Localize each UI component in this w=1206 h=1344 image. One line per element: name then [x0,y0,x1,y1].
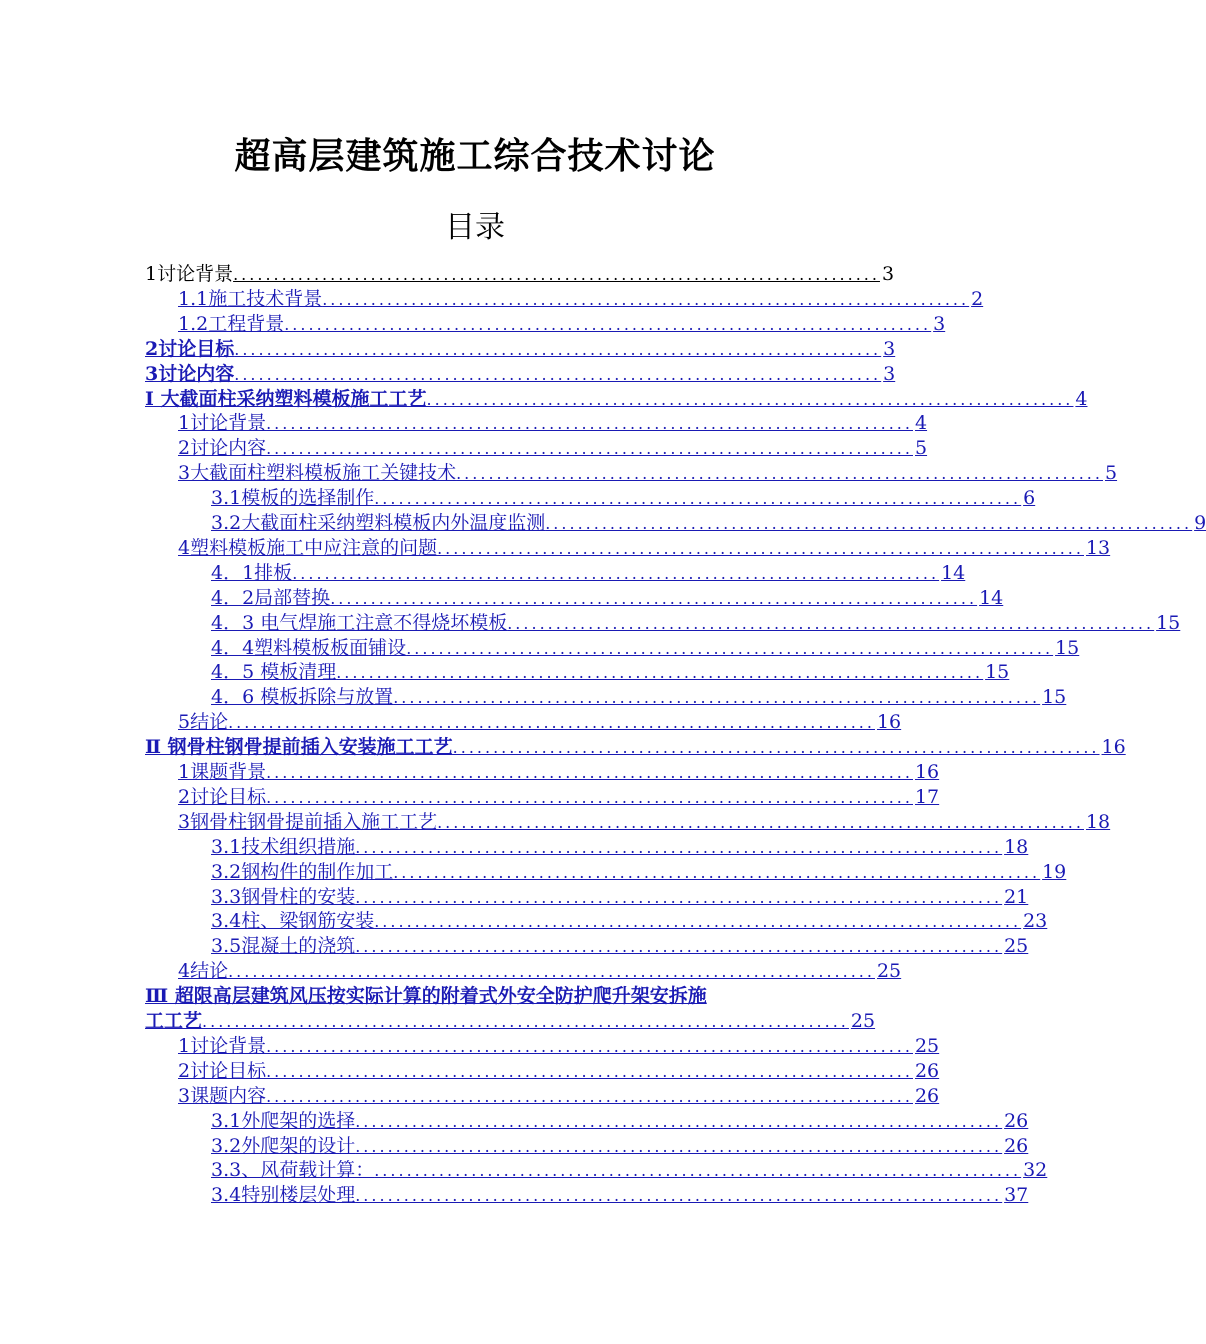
toc-leader-dots: ................................................................................ [374,1161,1022,1181]
toc-entry[interactable] [211,486,1036,510]
toc-entry[interactable] [178,1084,940,1108]
toc-entry-title: 3.3、风荷载计算： [211,1159,375,1182]
toc-page-number: 26 [914,1059,940,1082]
toc-leader-dots: ................................................................................ [406,638,1054,658]
toc-leader-dots: ................................................................................ [284,314,932,334]
toc-leader-dots: ................................................................................ [292,563,940,583]
toc-heading: 目录 [445,210,505,245]
toc-entry-title: 3讨论内容 [145,362,235,385]
toc-entry[interactable] [178,287,984,311]
toc-page-number: 25 [914,1034,940,1057]
toc-entry[interactable] [211,909,1048,933]
toc-entry[interactable] [211,1158,1048,1182]
toc-page-number: 3 [881,263,895,285]
toc-page-number: 21 [1004,885,1029,908]
toc-entry[interactable] [211,934,1029,958]
toc-page-number: 26 [914,1084,940,1107]
toc-leader-dots: ................................................................................ [355,1186,1003,1206]
toc-entry-title: 2讨论目标 [178,785,267,808]
toc-entry-title: Ⅰ 大截面柱采纳塑料模板施工工艺 [145,387,427,410]
toc-page-number: 19 [1042,860,1067,883]
toc-page-number: 4 [1075,387,1088,410]
toc-entry-title: 1讨论背景 [178,412,267,435]
toc-leader-dots: ................................................................................ [266,439,913,459]
toc-entry[interactable] [211,586,1004,610]
toc-entry-title: 3.2大截面柱采纳塑料模板内外温度监测 [211,512,546,534]
toc-entry[interactable] [211,835,1029,859]
toc-entry-title: 1讨论背景 [145,263,234,285]
toc-page-number: 14 [979,586,1004,609]
toc-page-number: 25 [876,960,902,983]
toc-leader-dots: ................................................................................ [355,837,1003,857]
toc-leader-dots: ................................................................................ [545,514,1193,533]
toc-page-number: 2 [971,287,984,310]
toc-entry[interactable] [178,959,902,983]
toc-leader-dots: ................................................................................ [355,887,1003,907]
toc-entry-title: 工工艺 [145,1010,203,1032]
toc-leader-dots: ................................................................................ [336,663,984,683]
toc-page-number: 15 [1156,611,1181,634]
toc-leader-dots: ................................................................................ [266,1086,913,1106]
toc-entry[interactable] [178,312,946,336]
toc-page-number: 16 [914,761,940,783]
toc-page-number: 16 [1101,736,1126,759]
toc-entry-title: Ⅱ 钢骨柱钢骨提前插入安装施工工艺 [145,736,453,759]
toc-leader-dots: ................................................................................ [355,1136,1003,1156]
toc-leader-dots: ................................................................................ [228,713,875,733]
toc-entry-title: 2讨论内容 [178,437,267,460]
toc-leader-dots: ................................................................................ [233,265,880,284]
toc-entry-title: 1课题背景 [178,761,267,783]
toc-entry-title: 4．3 电气焊施工注意不得烧坏模板 [211,611,508,634]
toc-entry-title: 4．6 模板拆除与放置 [211,686,394,709]
toc-entry-title: 3.1技术组织措施 [211,835,356,858]
toc-entry[interactable] [178,1059,940,1083]
toc-entry-title: 4．2局部替换 [211,586,331,609]
toc-entry[interactable] [211,685,1067,709]
toc-entry-title: 2讨论目标 [145,337,235,360]
toc-entry[interactable] [211,1109,1029,1133]
toc-leader-dots: ................................................................................ [266,414,913,434]
toc-page-number: 26 [1004,1109,1029,1132]
toc-entry-title: 3大截面柱塑料模板施工关键技术 [178,462,457,485]
toc-entry-title: 1.1施工技术背景 [178,287,323,310]
toc-entry[interactable] [145,362,896,386]
toc-page-number: 37 [1004,1184,1029,1207]
toc-entry-title: 3.3钢骨柱的安装 [211,885,356,908]
toc-entry[interactable] [211,511,1206,535]
toc-leader-dots: ................................................................................ [234,364,882,384]
toc-leader-dots: ................................................................................ [393,688,1041,708]
toc-entry-title: 4．1排板 [211,561,293,584]
toc-entry-title: 4结论 [178,960,229,983]
toc-entry-title: 3.4特别楼层处理 [211,1184,356,1207]
toc-entry[interactable] [145,735,1126,759]
toc-leader-dots: ................................................................................ [507,613,1155,633]
toc-entry[interactable] [178,436,928,460]
toc-entry-title: 1讨论背景 [178,1034,267,1057]
toc-page-number: 15 [985,661,1010,684]
toc-page-number: 3 [883,337,896,360]
toc-leader-dots: ................................................................................ [393,862,1041,882]
toc-entry-title: 2讨论目标 [178,1059,267,1082]
toc-entry-title: 3.1模板的选择制作 [211,487,375,510]
toc-entry[interactable] [145,337,896,361]
toc-leader-dots: ................................................................................ [355,937,1003,957]
toc-entry[interactable] [178,760,940,784]
toc-page-number: 6 [1023,487,1036,510]
toc-page-number: 3 [883,362,896,385]
toc-page-number: 15 [1042,686,1067,709]
toc-page-number: 14 [941,561,966,584]
toc-leader-dots: ................................................................................ [266,1061,913,1081]
toc-entry-title: 4．4塑料模板板面铺设 [211,636,407,659]
toc-entry-title: 4．5 模板清理 [211,661,337,684]
toc-entry-title: 3.2外爬架的设计 [211,1134,356,1157]
toc-leader-dots: ................................................................................ [266,763,913,782]
toc-leader-dots: ................................................................................ [426,389,1074,409]
toc-entry[interactable] [211,611,1181,635]
toc-page-number: 18 [1004,835,1029,858]
toc-page-number: 5 [914,437,928,460]
toc-page-number: 4 [914,412,928,435]
toc-leader-dots: ................................................................................ [437,812,1084,832]
toc-entry[interactable] [178,710,902,734]
toc-page-number: 17 [914,785,940,808]
toc-leader-dots: ................................................................................ [266,787,913,807]
toc-entry[interactable]: Ⅲ 超限高层建筑风压按实际计算的附着式外安全防护爬升架安拆施 [145,985,707,1008]
toc-entry[interactable] [211,660,1010,684]
toc-entry[interactable] [211,561,966,585]
toc-leader-dots: ................................................................................ [234,339,882,359]
toc-page-number: 5 [1104,462,1118,485]
toc-entry-title: 4塑料模板施工中应注意的问题 [178,536,438,559]
toc-entry[interactable] [178,536,1111,560]
toc-page-number: 9 [1194,512,1206,534]
toc-entry[interactable] [211,636,1080,660]
toc-entry[interactable] [178,810,1111,834]
toc-leader-dots: ................................................................................ [330,588,978,608]
toc-leader-dots: ................................................................................ [266,1036,913,1056]
toc-page-number: 3 [933,312,946,335]
toc-entry[interactable] [211,885,1029,909]
toc-leader-dots: ................................................................................ [202,1012,849,1031]
toc-entry[interactable] [178,411,928,435]
toc-entry[interactable] [178,461,1118,485]
toc-page-number: 26 [1004,1134,1029,1157]
toc-leader-dots: ................................................................................ [374,912,1022,932]
toc-entry[interactable] [211,1134,1029,1158]
page-title: 超高层建筑施工综合技术讨论 [234,136,716,177]
toc-entry[interactable] [145,262,895,286]
toc-leader-dots: ................................................................................ [355,1111,1003,1131]
toc-leader-dots: ................................................................................ [437,538,1084,558]
toc-entry[interactable] [145,1009,876,1033]
toc-page-number: 25 [850,1010,876,1032]
toc-entry-title: 3课题内容 [178,1084,267,1107]
toc-entry[interactable] [211,860,1067,884]
toc-page-number: 15 [1055,636,1080,659]
toc-page-number: 23 [1023,910,1048,933]
toc-entry[interactable] [211,1183,1029,1207]
toc-page-number: 25 [1004,935,1029,958]
toc-entry-title: 3.1外爬架的选择 [211,1109,356,1132]
toc-leader-dots: ................................................................................ [228,962,875,982]
toc-leader-dots: ................................................................................ [452,738,1100,758]
toc-page-number: 18 [1085,810,1111,833]
toc-entry-title: 3.2钢构件的制作加工 [211,860,394,883]
toc-entry-title: 3钢骨柱钢骨提前插入施工工艺 [178,810,438,833]
toc-entry-title: 3.4柱、梁钢筋安装 [211,910,375,933]
toc-leader-dots: ................................................................................ [374,489,1022,509]
toc-page-number: 13 [1085,536,1111,559]
toc-entry-title: 1.2工程背景 [178,312,285,335]
toc-entry[interactable] [145,387,1088,411]
toc-page-number: 32 [1023,1159,1048,1182]
toc-page-number: 16 [876,711,902,734]
toc-entry-title: 5结论 [178,711,229,734]
toc-leader-dots: ................................................................................ [456,464,1103,484]
toc-entry-title: 3.5混凝土的浇筑 [211,935,356,958]
toc-entry[interactable] [178,1034,940,1058]
toc-leader-dots: ................................................................................ [322,289,970,309]
toc-entry[interactable] [178,785,940,809]
